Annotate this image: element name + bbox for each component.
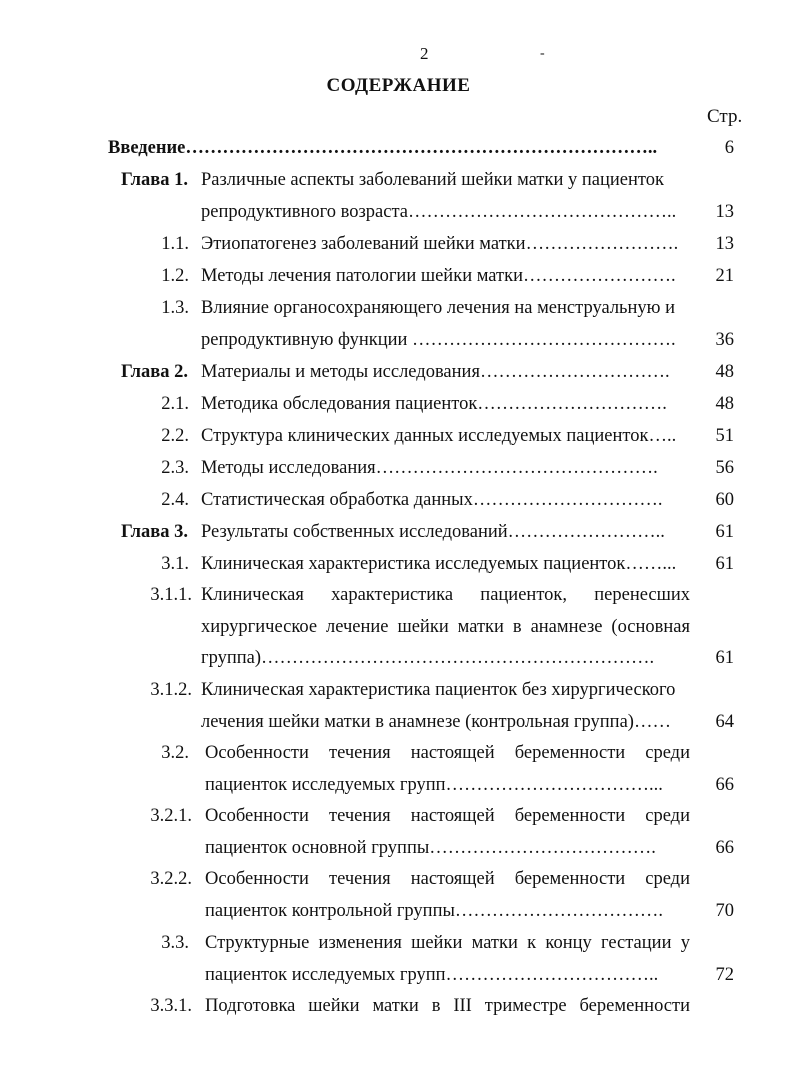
toc-entry-number: 3.2.2. bbox=[150, 869, 192, 889]
toc-entry-page: 64 bbox=[715, 712, 734, 732]
toc-entry-number: 2.1. bbox=[161, 394, 189, 414]
toc-entry-title: Введение………………………………………………………………….. bbox=[108, 138, 658, 158]
toc-entry-title: Структурные изменения шейки матки к концу гестации у bbox=[205, 933, 690, 953]
toc-entry-number: 3.3.1. bbox=[150, 996, 192, 1016]
toc-entry-number: 2.3. bbox=[161, 458, 189, 478]
page-number: 2 bbox=[420, 44, 429, 63]
toc-entry-title: пациенток исследуемых групп……………………………... bbox=[205, 775, 663, 795]
toc-entry-title: Этиопатогенез заболеваний шейки матки……………………. bbox=[201, 234, 679, 254]
toc-entry bbox=[0, 675, 797, 705]
toc-entry bbox=[0, 293, 797, 323]
toc-entry-title: Различные аспекты заболеваний шейки матки у пациенток bbox=[201, 170, 664, 190]
toc-entry-title: пациенток основной группы………………………………. bbox=[205, 838, 656, 858]
toc-entry-page: 66 bbox=[715, 838, 734, 858]
toc-entry-page: 13 bbox=[715, 202, 734, 222]
toc-entry-number: 3.1. bbox=[161, 554, 189, 574]
toc-entry-page: 72 bbox=[715, 965, 734, 985]
toc-entry-number: 3.1.1. bbox=[150, 585, 192, 605]
toc-entry-title: хирургическое лечение шейки матки в анамнезе (основная bbox=[201, 617, 690, 637]
corner-mark: - bbox=[540, 46, 545, 61]
toc-entry-number: 3.1.2. bbox=[150, 680, 192, 700]
toc-entry bbox=[0, 896, 797, 926]
toc-entry-number: 1.2. bbox=[161, 266, 189, 286]
toc-entry bbox=[0, 738, 797, 768]
toc-entry-page: 21 bbox=[715, 266, 734, 286]
toc-entry-title: Клиническая характеристика пациенток без хирургического bbox=[201, 680, 676, 700]
toc-entry-page: 51 bbox=[715, 426, 734, 446]
toc-entry bbox=[0, 421, 797, 451]
toc-entry bbox=[0, 549, 797, 579]
toc-entry bbox=[0, 801, 797, 831]
toc-entry-title: Клиническая характеристика исследуемых пациенток……... bbox=[201, 554, 677, 574]
toc-entry-title: Особенности течения настоящей беременности среди bbox=[205, 743, 690, 763]
toc-entry-number: Глава 2. bbox=[120, 362, 188, 382]
toc-entry-page: 66 bbox=[715, 775, 734, 795]
toc-entry bbox=[0, 580, 797, 610]
toc-entry-number: 2.2. bbox=[161, 426, 189, 446]
toc-entry-title: Результаты собственных исследований…………………….. bbox=[201, 522, 665, 542]
toc-entry-number: Глава 1. bbox=[120, 170, 188, 190]
toc-entry-page: 13 bbox=[715, 234, 734, 254]
toc-entry-number: 3.2.1. bbox=[150, 806, 192, 826]
toc-entry-page: 61 bbox=[715, 554, 734, 574]
toc-entry-title: Методы лечения патологии шейки матки……………………. bbox=[201, 266, 676, 286]
toc-entry bbox=[0, 928, 797, 958]
toc-entry-page: 48 bbox=[715, 362, 734, 382]
toc-entry bbox=[0, 133, 797, 163]
toc-entry-number: 3.2. bbox=[161, 743, 189, 763]
toc-entry-title: пациенток исследуемых групп…………………………….. bbox=[205, 965, 659, 985]
toc-entry-page: 61 bbox=[715, 522, 734, 542]
page-title: СОДЕРЖАНИЕ bbox=[326, 75, 471, 96]
toc-entry bbox=[0, 517, 797, 547]
toc-entry-title: Подготовка шейки матки в III триместре беременности bbox=[205, 996, 690, 1016]
toc-entry-page: 61 bbox=[715, 648, 734, 668]
toc-entry bbox=[0, 165, 797, 195]
toc-entry bbox=[0, 770, 797, 800]
toc-entry-title: Методы исследования………………………………………. bbox=[201, 458, 658, 478]
toc-entry bbox=[0, 261, 797, 291]
toc-entry bbox=[0, 357, 797, 387]
toc-entry bbox=[0, 485, 797, 515]
toc-entry-title: лечения шейки матки в анамнезе (контрольная группа)…… bbox=[201, 712, 671, 732]
toc-entry-page: 36 bbox=[715, 330, 734, 350]
toc-entry-title: Статистическая обработка данных…………………………. bbox=[201, 490, 663, 510]
toc-entry-page: 56 bbox=[715, 458, 734, 478]
toc-entry-number: 2.4. bbox=[161, 490, 189, 510]
page-column-header: Стр. bbox=[707, 106, 743, 127]
toc-entry-title: Клиническая характеристика пациенток, перенесших bbox=[201, 585, 690, 605]
toc-entry bbox=[0, 612, 797, 642]
toc-entry-title: репродуктивного возраста…………………………………….. bbox=[201, 202, 677, 222]
toc-entry-title: Методика обследования пациенток…………………………. bbox=[201, 394, 667, 414]
toc-entry bbox=[0, 991, 797, 1021]
toc-entry bbox=[0, 643, 797, 673]
toc-entry-page: 60 bbox=[715, 490, 734, 510]
toc-entry-page: 48 bbox=[715, 394, 734, 414]
toc-entry-title: пациенток контрольной группы……………………………. bbox=[205, 901, 664, 921]
toc-entry-page: 6 bbox=[724, 138, 734, 158]
toc-entry bbox=[0, 453, 797, 483]
toc-entry-title: репродуктивную функции ……………………………………. bbox=[201, 330, 676, 350]
toc-entry bbox=[0, 864, 797, 894]
toc-entry bbox=[0, 960, 797, 990]
toc-entry bbox=[0, 389, 797, 419]
toc-entry-number: 1.3. bbox=[161, 298, 189, 318]
toc-entry-title: Особенности течения настоящей беременности среди bbox=[205, 806, 690, 826]
toc-entry-title: Структура клинических данных исследуемых пациенток….. bbox=[201, 426, 677, 446]
toc-entry-title: Влияние органосохраняющего лечения на менструальную и bbox=[201, 298, 675, 318]
toc-entry bbox=[0, 229, 797, 259]
toc-entry-number: 3.3. bbox=[161, 933, 189, 953]
toc-entry bbox=[0, 325, 797, 355]
toc-entry bbox=[0, 707, 797, 737]
toc-entry bbox=[0, 833, 797, 863]
toc-entry-title: Материалы и методы исследования…………………………. bbox=[201, 362, 670, 382]
toc-entry bbox=[0, 197, 797, 227]
toc-entry-number: 1.1. bbox=[161, 234, 189, 254]
toc-entry-number: Глава 3. bbox=[120, 522, 188, 542]
toc-entry-page: 70 bbox=[715, 901, 734, 921]
toc-entry-title: группа)………………………………………………………. bbox=[201, 648, 655, 668]
toc-entry-title: Особенности течения настоящей беременности среди bbox=[205, 869, 690, 889]
